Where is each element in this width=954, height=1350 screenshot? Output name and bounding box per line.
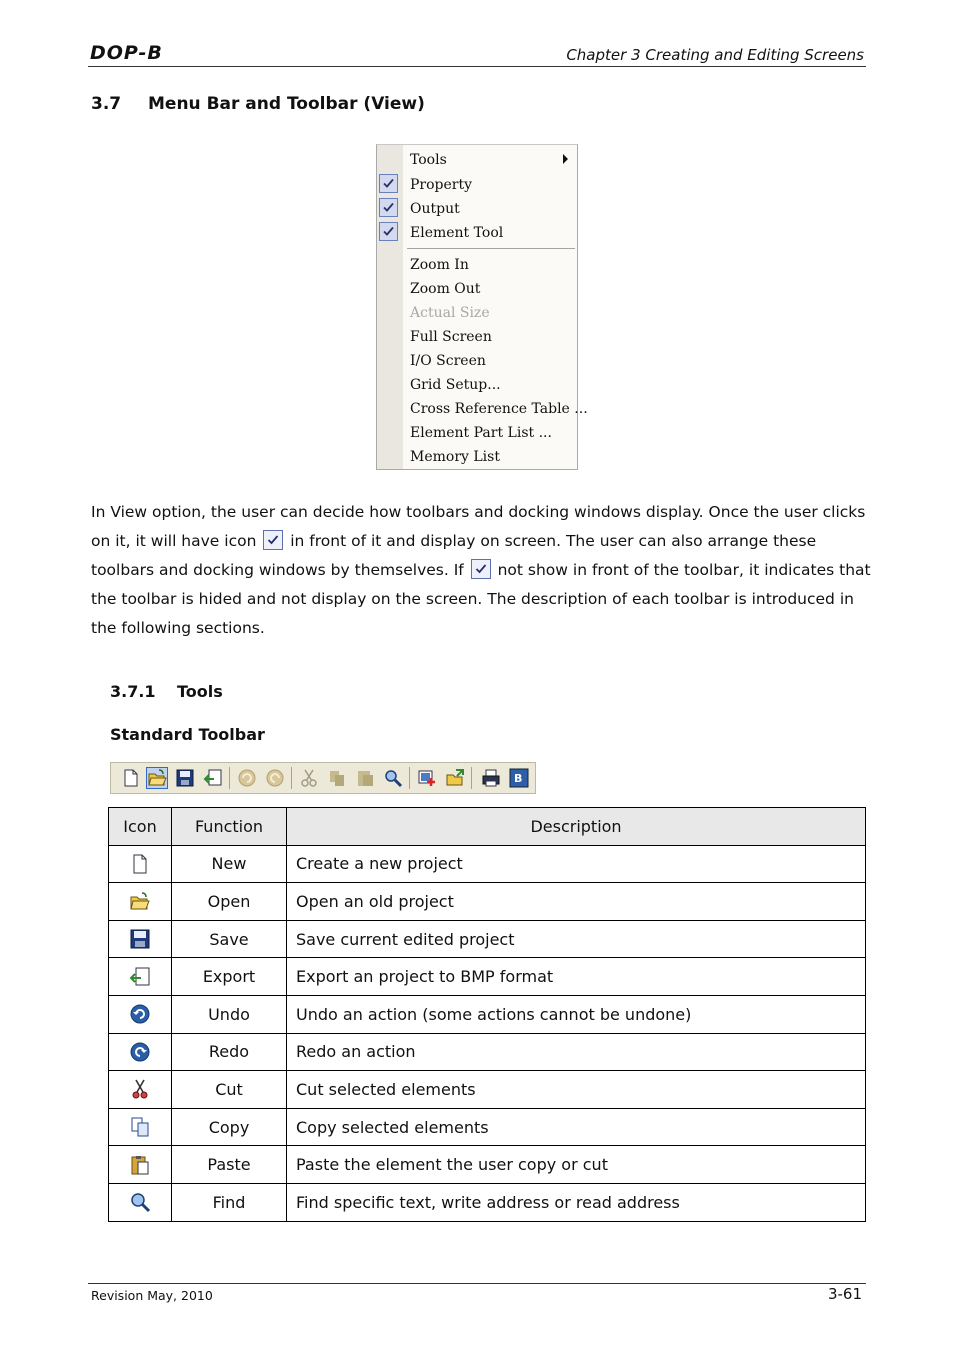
check-icon	[263, 530, 283, 550]
menu-item-io-screen[interactable]: I/O Screen	[410, 353, 486, 369]
toolbar-separator	[291, 767, 292, 789]
description-column-header: Description	[287, 808, 866, 846]
view-menu	[376, 144, 588, 470]
menu-item-cross-reference-table[interactable]: Cross Reference Table ...	[410, 401, 588, 417]
dop-b-logo: DOP-B	[90, 42, 163, 64]
open-icon	[129, 890, 151, 912]
menu-item-memory-list[interactable]: Memory List	[410, 449, 500, 465]
menu-item-zoom-out[interactable]: Zoom Out	[410, 281, 481, 297]
function-cell: Copy	[172, 1108, 287, 1146]
standard-toolbar	[110, 762, 536, 794]
table-row	[109, 1183, 866, 1221]
menu-item-zoom-in[interactable]: Zoom In	[410, 257, 469, 273]
table-header-row	[109, 808, 866, 846]
compile-icon[interactable]	[417, 768, 437, 788]
footer-rule	[88, 1283, 866, 1284]
toolbar-function-table	[108, 807, 866, 1222]
function-cell: Save	[172, 920, 287, 958]
description-cell: Paste the element the user copy or cut	[287, 1146, 866, 1184]
description-cell: Cut selected elements	[287, 1071, 866, 1109]
check-icon	[379, 198, 398, 217]
cut-icon	[129, 1078, 151, 1100]
bmp-icon[interactable]	[509, 768, 529, 788]
paste-icon	[129, 1154, 151, 1176]
table-row	[109, 920, 866, 958]
check-icon	[379, 174, 398, 193]
save-icon[interactable]	[175, 768, 195, 788]
table-row	[109, 958, 866, 996]
toolbar-separator	[409, 767, 410, 789]
section-number: 3.7	[91, 94, 122, 114]
menu-separator	[407, 248, 575, 249]
icon-column-header: Icon	[109, 808, 172, 846]
menu-item-element-tool[interactable]: Element Tool	[410, 225, 504, 241]
description-cell: Export an project to BMP format	[287, 958, 866, 996]
new-icon	[129, 853, 151, 875]
check-icon	[379, 222, 398, 241]
find-icon	[129, 1191, 151, 1213]
paragraph-text: not show in front of the toolbar, it indicates that the toolbar is hided and not display on the screen. The description of each toolbar is introduced in the following sections.	[91, 561, 871, 637]
find-icon[interactable]	[383, 768, 403, 788]
open-icon[interactable]	[147, 768, 167, 788]
undo-icon[interactable]	[237, 768, 257, 788]
menu-item-actual-size: Actual Size	[410, 305, 490, 321]
description-cell: Save current edited project	[287, 920, 866, 958]
subsection-number: 3.7.1	[110, 682, 156, 701]
description-cell: Create a new project	[287, 845, 866, 883]
print-icon[interactable]	[481, 768, 501, 788]
function-cell: New	[172, 845, 287, 883]
function-cell: Undo	[172, 995, 287, 1033]
table-row	[109, 1146, 866, 1184]
table-row	[109, 883, 866, 921]
function-cell: Export	[172, 958, 287, 996]
table-row	[109, 995, 866, 1033]
copy-icon[interactable]	[327, 768, 347, 788]
cut-icon[interactable]	[299, 768, 319, 788]
function-cell: Find	[172, 1183, 287, 1221]
export-icon[interactable]	[203, 768, 223, 788]
section-title: Menu Bar and Toolbar (View)	[148, 94, 425, 114]
new-icon[interactable]	[121, 768, 141, 788]
page-number: 3-61	[827, 1285, 862, 1303]
description-cell: Redo an action	[287, 1033, 866, 1071]
description-cell: Undo an action (some actions cannot be undone)	[287, 995, 866, 1033]
menu-item-property[interactable]: Property	[410, 177, 473, 193]
function-cell: Open	[172, 883, 287, 921]
description-cell: Find specific text, write address or read address	[287, 1183, 866, 1221]
table-row	[109, 1033, 866, 1071]
revision-date: Revision May, 2010	[91, 1288, 213, 1303]
export-icon	[129, 966, 151, 988]
svg-text:B: B	[514, 772, 523, 785]
description-cell: Copy selected elements	[287, 1108, 866, 1146]
table-row	[109, 1071, 866, 1109]
function-cell: Redo	[172, 1033, 287, 1071]
redo-icon	[129, 1041, 151, 1063]
function-cell: Paste	[172, 1146, 287, 1184]
description-cell: Open an old project	[287, 883, 866, 921]
copy-icon	[129, 1116, 151, 1138]
redo-icon[interactable]	[265, 768, 285, 788]
paragraph-text: in front of it and display on screen. The user can also arrange these toolbars and docking windows by themselves. If	[91, 532, 817, 579]
function-column-header: Function	[172, 808, 287, 846]
table-row	[109, 845, 866, 883]
toolbar-heading: Standard Toolbar	[110, 725, 265, 744]
save-icon	[129, 928, 151, 950]
menu-item-output[interactable]: Output	[410, 201, 460, 217]
check-icon	[471, 559, 491, 579]
menu-item-grid-setup[interactable]: Grid Setup...	[410, 377, 501, 393]
chapter-title: Chapter 3 Creating and Editing Screens	[566, 46, 864, 64]
download-icon[interactable]	[445, 768, 465, 788]
menu-icon-strip	[377, 145, 403, 469]
paragraph-text: In View option, the user can decide how toolbars and docking windows display. Once the user clicks on it, it will have icon	[91, 503, 866, 550]
menu-item-full-screen[interactable]: Full Screen	[410, 329, 492, 345]
toolbar-separator	[471, 767, 472, 789]
function-cell: Cut	[172, 1071, 287, 1109]
submenu-arrow-icon	[563, 154, 568, 164]
table-row	[109, 1108, 866, 1146]
subsection-title: Tools	[177, 682, 223, 701]
toolbar-separator	[229, 767, 230, 789]
undo-icon	[129, 1003, 151, 1025]
menu-item-element-part-list[interactable]: Element Part List ...	[410, 425, 552, 441]
view-description-paragraph	[91, 498, 871, 643]
menu-item-tools[interactable]: Tools	[410, 152, 447, 168]
paste-icon[interactable]	[355, 768, 375, 788]
header-rule	[88, 66, 866, 67]
